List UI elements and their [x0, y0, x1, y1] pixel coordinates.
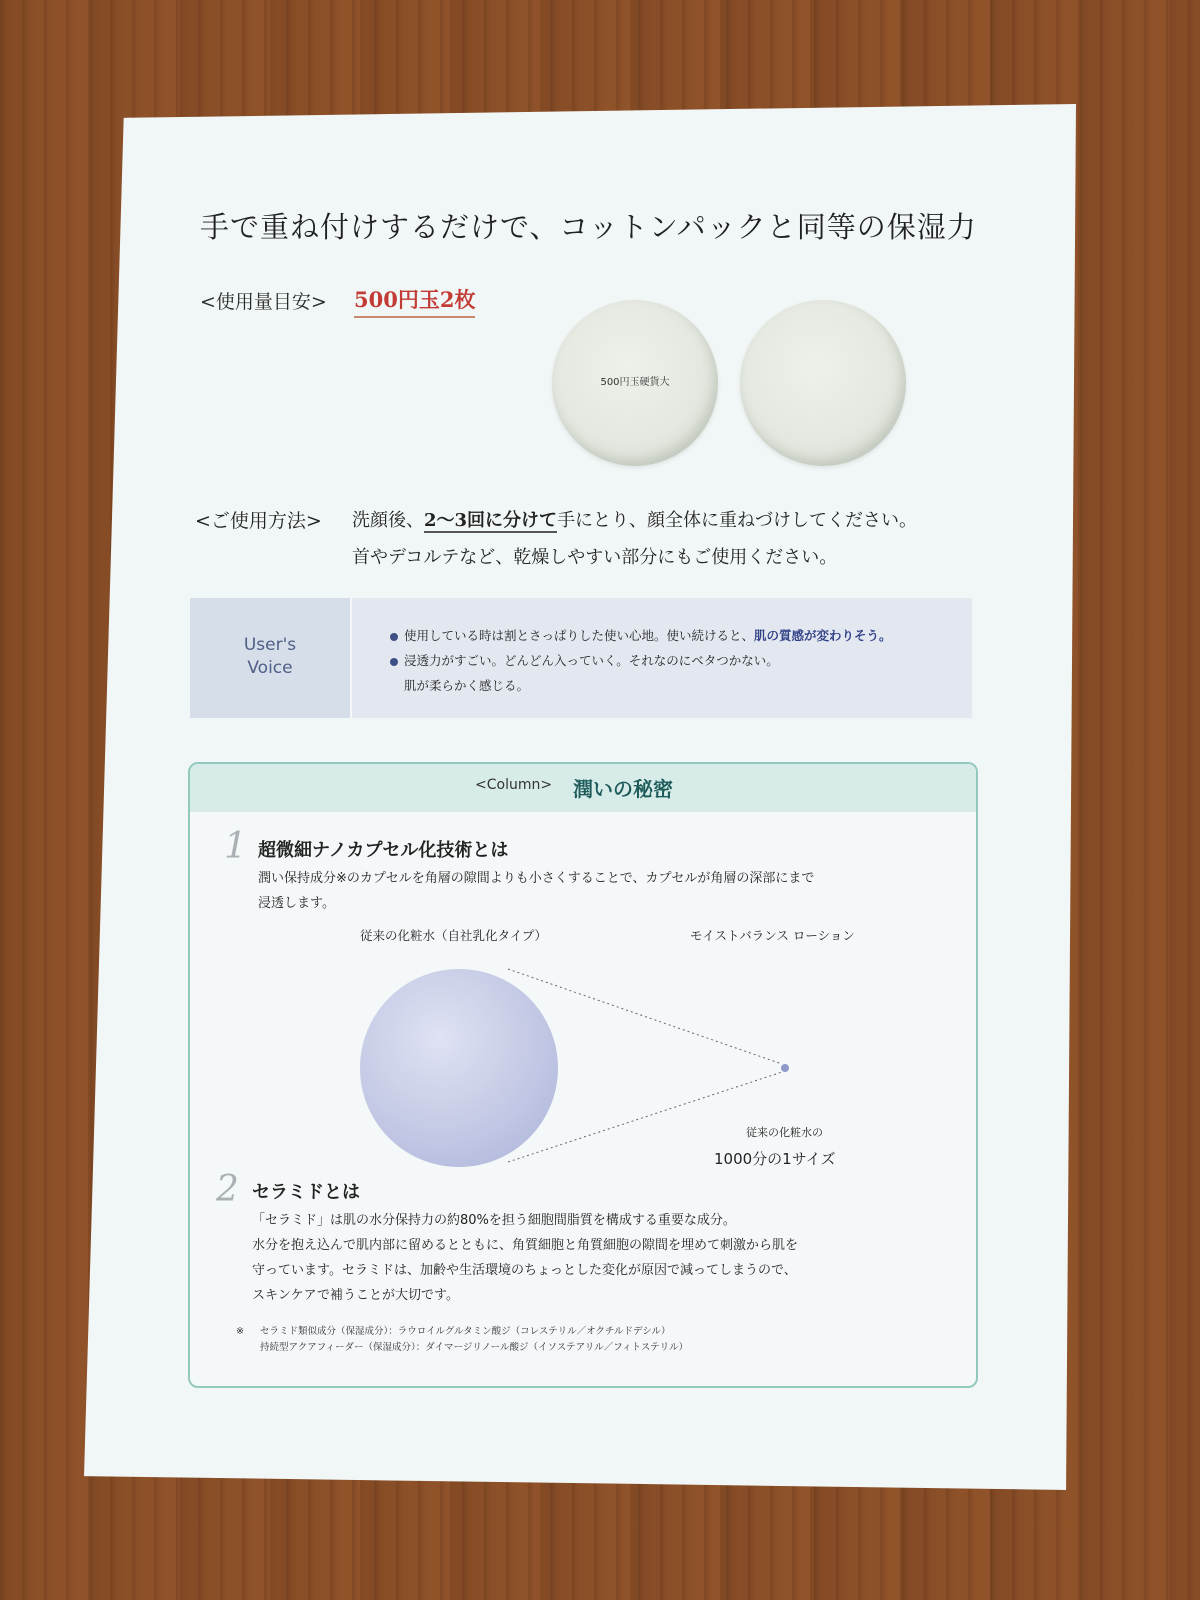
section-2-line-2: 水分を抱え込んで肌内部に留めるとともに、角質細胞と角質細胞の隙間を埋めて刺激から肌を — [252, 1238, 799, 1253]
howto-text-b: 手にとり、顔全体に重ねづけしてください。 — [557, 510, 918, 531]
page-title: 手で重ね付けするだけで、コットンパックと同等の保湿力 — [200, 210, 977, 244]
size-caption-2: 1000分の1サイズ — [714, 1150, 836, 1168]
voice-item-1-text: 使用している時は割とさっぱりした使い心地。使い続けると、 — [404, 628, 755, 643]
users-voice-box — [190, 598, 972, 718]
conventional-lotion-caption: 従来の化粧水（自社乳化タイプ） — [360, 928, 548, 943]
coin-image-2 — [740, 300, 906, 466]
section-2-line-4: スキンケアで補うことが大切です。 — [252, 1288, 459, 1303]
users-voice-title-line2: Voice — [247, 658, 293, 678]
voice-item-1 — [390, 626, 892, 644]
section-1-line-2: 浸透します。 — [258, 896, 335, 911]
nano-capsule-dot — [781, 1064, 789, 1072]
howto-line-2: 首やデコルテなど、乾燥しやすい部分にもご使用ください。 — [352, 547, 838, 568]
conventional-capsule-sphere — [360, 969, 558, 1167]
voice-item-1-highlight: 肌の質感が変わりそう。 — [754, 628, 892, 643]
footnote-mark: ※ — [236, 1326, 244, 1337]
voice-item-2 — [390, 651, 779, 669]
section-1-line-1: 潤い保持成分※のカプセルを角層の隙間よりも小さくすることで、カプセルが角層の深部にまで — [258, 871, 815, 886]
section-2-line-1: 「セラミド」は肌の水分保持力の約80%を担う細胞間脂質を構成する重要な成分。 — [252, 1213, 736, 1228]
users-voice-title — [190, 634, 350, 680]
size-caption-1: 従来の化粧水の — [746, 1126, 823, 1139]
section-number-1: 1 — [224, 826, 247, 867]
coin-image-1 — [552, 300, 718, 466]
howto-underlined: 2〜3回に分けて — [424, 510, 558, 531]
usage-label: <使用量目安> — [200, 291, 327, 313]
usage-value: 500円玉2枚 — [354, 284, 475, 318]
coin-label: 500円玉硬貨大 — [600, 377, 670, 388]
section-2-line-3: 守っています。セラミドは、加齢や生活環境のちょっとした変化が原因で減ってしまうので、 — [252, 1263, 797, 1278]
product-lotion-caption: モイストバランス ローション — [690, 928, 855, 943]
bullet-icon — [390, 658, 398, 666]
section-2-body — [252, 1208, 798, 1308]
column-tag: <Column> — [475, 777, 553, 793]
footnote-line-2: 持続型アクアフィーダー（保湿成分）：ダイマージリノール酸ジ（イソステアリル／フィトステリル） — [260, 1342, 689, 1353]
voice-item-2-cont: 肌が柔らかく感じる。 — [404, 678, 530, 693]
howto-label: <ご使用方法> — [195, 510, 322, 532]
column-box — [188, 762, 978, 1388]
section-number-2: 2 — [216, 1169, 239, 1210]
voice-item-2-text: 浸透力がすごい。どんどん入っていく。それなのにベタつかない。 — [404, 653, 779, 668]
footnote — [260, 1324, 688, 1356]
howto-text-a: 洗顔後、 — [352, 510, 424, 531]
footnote-line-1: セラミド類似成分（保湿成分）：ラウロイルグルタミン酸ジ（コレステリル／オクチルドデシル） — [260, 1326, 671, 1337]
section-1-title: 超微細ナノカプセル化技術とは — [258, 840, 509, 861]
section-2-title: セラミドとは — [252, 1182, 360, 1203]
column-title: 潤いの秘密 — [573, 777, 673, 801]
bullet-icon — [390, 633, 398, 641]
users-voice-label-panel — [190, 598, 352, 718]
users-voice-title-line1: User's — [243, 635, 297, 655]
howto-line-1 — [352, 506, 917, 532]
